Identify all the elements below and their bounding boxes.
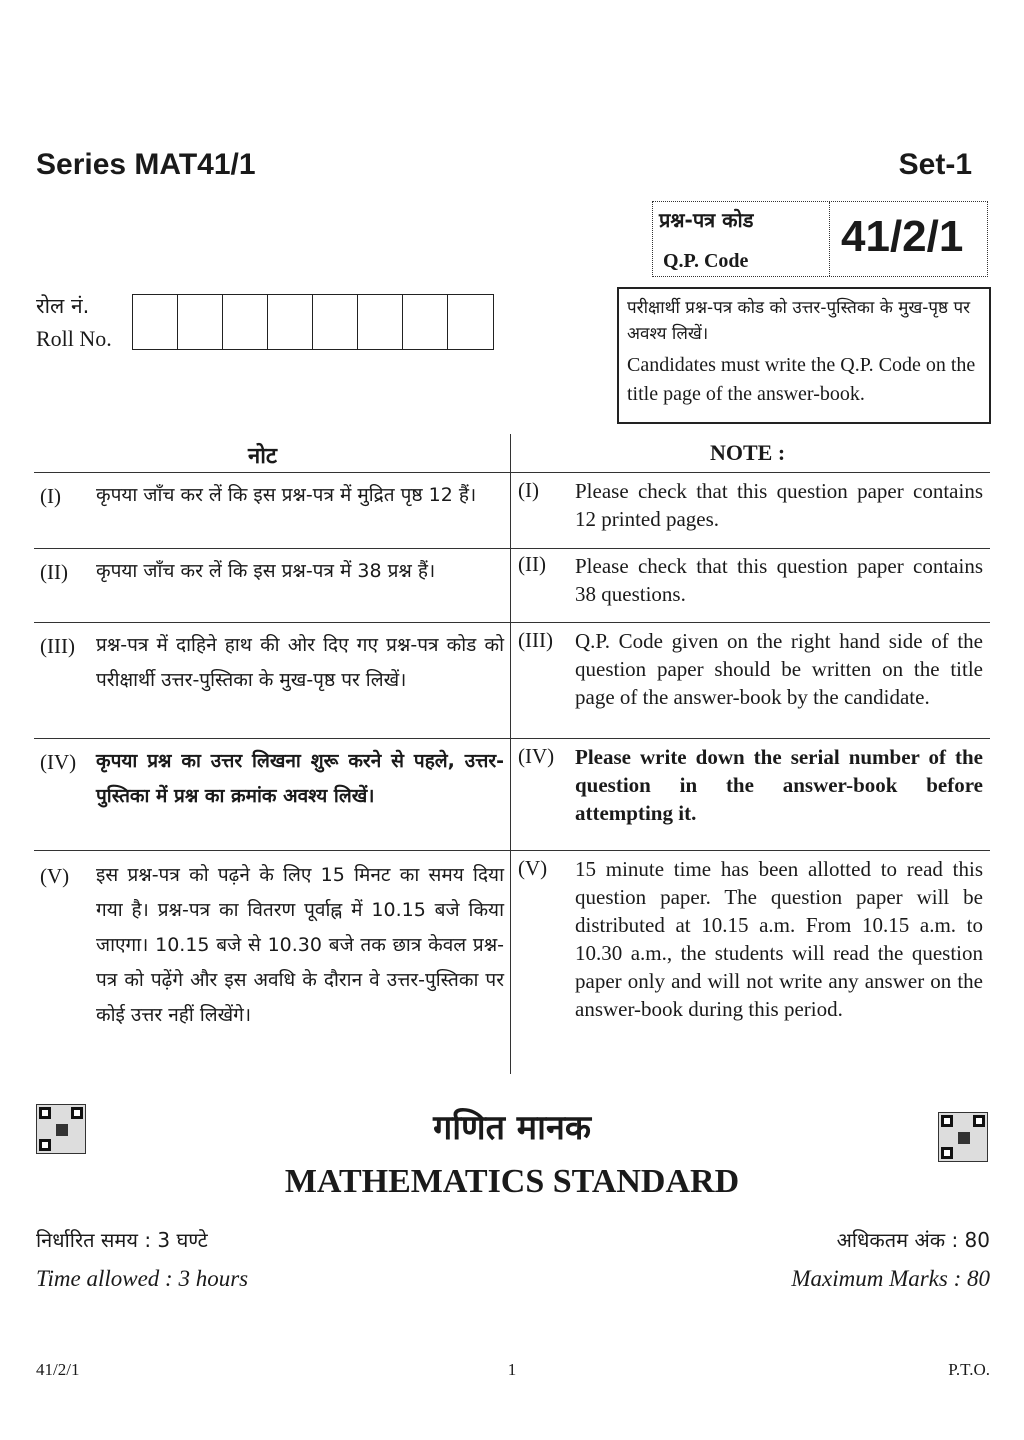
note-number: (II) [40, 560, 68, 584]
note-number: (II) [518, 552, 546, 576]
roll-cell[interactable] [133, 295, 178, 349]
column-divider [510, 434, 511, 1074]
note-text-hindi: कृपया प्रश्न का उत्तर लिखना शुरू करने से पहले, उत्तर-पुस्तिका में प्रश्न का क्रमांक अवश्य लिखें। [96, 750, 504, 807]
row-divider [34, 472, 990, 473]
qp-label-english: Q.P. Code [663, 250, 749, 272]
roll-cell[interactable] [268, 295, 313, 349]
subject-title-hindi: गणित मानक [433, 1108, 591, 1148]
series-label: Series MAT41/1 [36, 148, 256, 181]
subject-title-english: MATHEMATICS STANDARD [284, 1163, 740, 1200]
note-number: (IV) [518, 744, 555, 768]
row-divider [34, 738, 990, 739]
note-text-english: Please check that this question paper contains 38 questions. [575, 554, 983, 606]
note-number: (I) [40, 484, 61, 508]
roll-label-hindi: रोल नं. [36, 294, 90, 318]
roll-cell[interactable] [313, 295, 358, 349]
page-number: 1 [507, 1360, 517, 1379]
set-label: Set-1 [898, 148, 972, 181]
note-text-hindi: इस प्रश्न-पत्र को पढ़ने के लिए 15 मिनट का समय दिया गया है। प्रश्न-पत्र का वितरण पूर्वाह्न में 10.15 बजे किया जाएगा। 10.15 बजे से 10.30 बजे तक छात्र केवल प्रश्न-पत्र को पढ़ेंगे और इस अवधि के दौरान वे उत्तर-पुस्तिका पर कोई उत्तर नहीं लिखेंगे। [96, 864, 504, 1026]
note-text-hindi: कृपया जाँच कर लें कि इस प्रश्न-पत्र में मुद्रित पृष्ठ 12 हैं। [96, 484, 477, 506]
note-number: (III) [518, 628, 553, 652]
time-allowed-hindi: निर्धारित समय : 3 घण्टे [36, 1228, 208, 1252]
time-allowed-english: Time allowed : 3 hours [36, 1266, 249, 1291]
roll-cell[interactable] [178, 295, 223, 349]
max-marks-hindi: अधिकतम अंक : 80 [836, 1228, 990, 1252]
roll-cell[interactable] [448, 295, 493, 349]
qp-code-box [652, 201, 988, 277]
roll-label-english: Roll No. [36, 326, 112, 351]
qp-code-value: 41/2/1 [841, 212, 964, 261]
note-number: (V) [518, 856, 548, 880]
roll-number-grid[interactable] [132, 294, 494, 350]
note-number: (IV) [40, 750, 77, 774]
max-marks-english: Maximum Marks : 80 [791, 1266, 990, 1291]
candidate-instruction-box [617, 287, 991, 424]
note-text-hindi: कृपया जाँच कर लें कि इस प्रश्न-पत्र में 38 प्रश्न हैं। [96, 560, 436, 582]
note-text-english: Please write down the serial number of the question in the answer-book before attempting it. [575, 745, 983, 825]
note-text-english: Q.P. Code given on the right hand side of the question paper should be written on the title page of the answer-book by the candidate. [575, 629, 983, 709]
footer-code: 41/2/1 [36, 1360, 80, 1379]
row-divider [34, 622, 990, 623]
note-number: (III) [40, 634, 75, 658]
qp-label-hindi: प्रश्न-पत्र कोड [659, 208, 754, 232]
note-heading-english: NOTE : [710, 440, 786, 465]
note-number: (V) [40, 864, 70, 888]
note-text-hindi: प्रश्न-पत्र में दाहिने हाथ की ओर दिए गए प्रश्न-पत्र कोड को परीक्षार्थी उत्तर-पुस्तिका के मुख-पृष्ठ पर लिखें। [96, 634, 504, 691]
note-text-english: Please check that this question paper contains 12 printed pages. [575, 479, 983, 531]
roll-cell[interactable] [358, 295, 403, 349]
note-number: (I) [518, 478, 539, 502]
row-divider [34, 850, 990, 851]
note-text-english: 15 minute time has been allotted to read this question paper. The question paper will be distributed at 10.15 a.m. From 10.15 a.m. to 10.30 a.m., the students will read the question paper only and will not write any answer on the answer-book during this period. [575, 857, 983, 1021]
roll-cell[interactable] [223, 295, 268, 349]
note-heading-hindi: नोट [248, 444, 277, 469]
instruction-hindi: परीक्षार्थी प्रश्न-पत्र कोड को उत्तर-पुस्तिका के मुख-पृष्ठ पर अवश्य लिखें। [627, 298, 971, 344]
pto-label: P.T.O. [948, 1360, 990, 1379]
instruction-english: Candidates must write the Q.P. Code on the title page of the answer-book. [627, 354, 976, 405]
row-divider [34, 548, 990, 549]
roll-cell[interactable] [403, 295, 448, 349]
